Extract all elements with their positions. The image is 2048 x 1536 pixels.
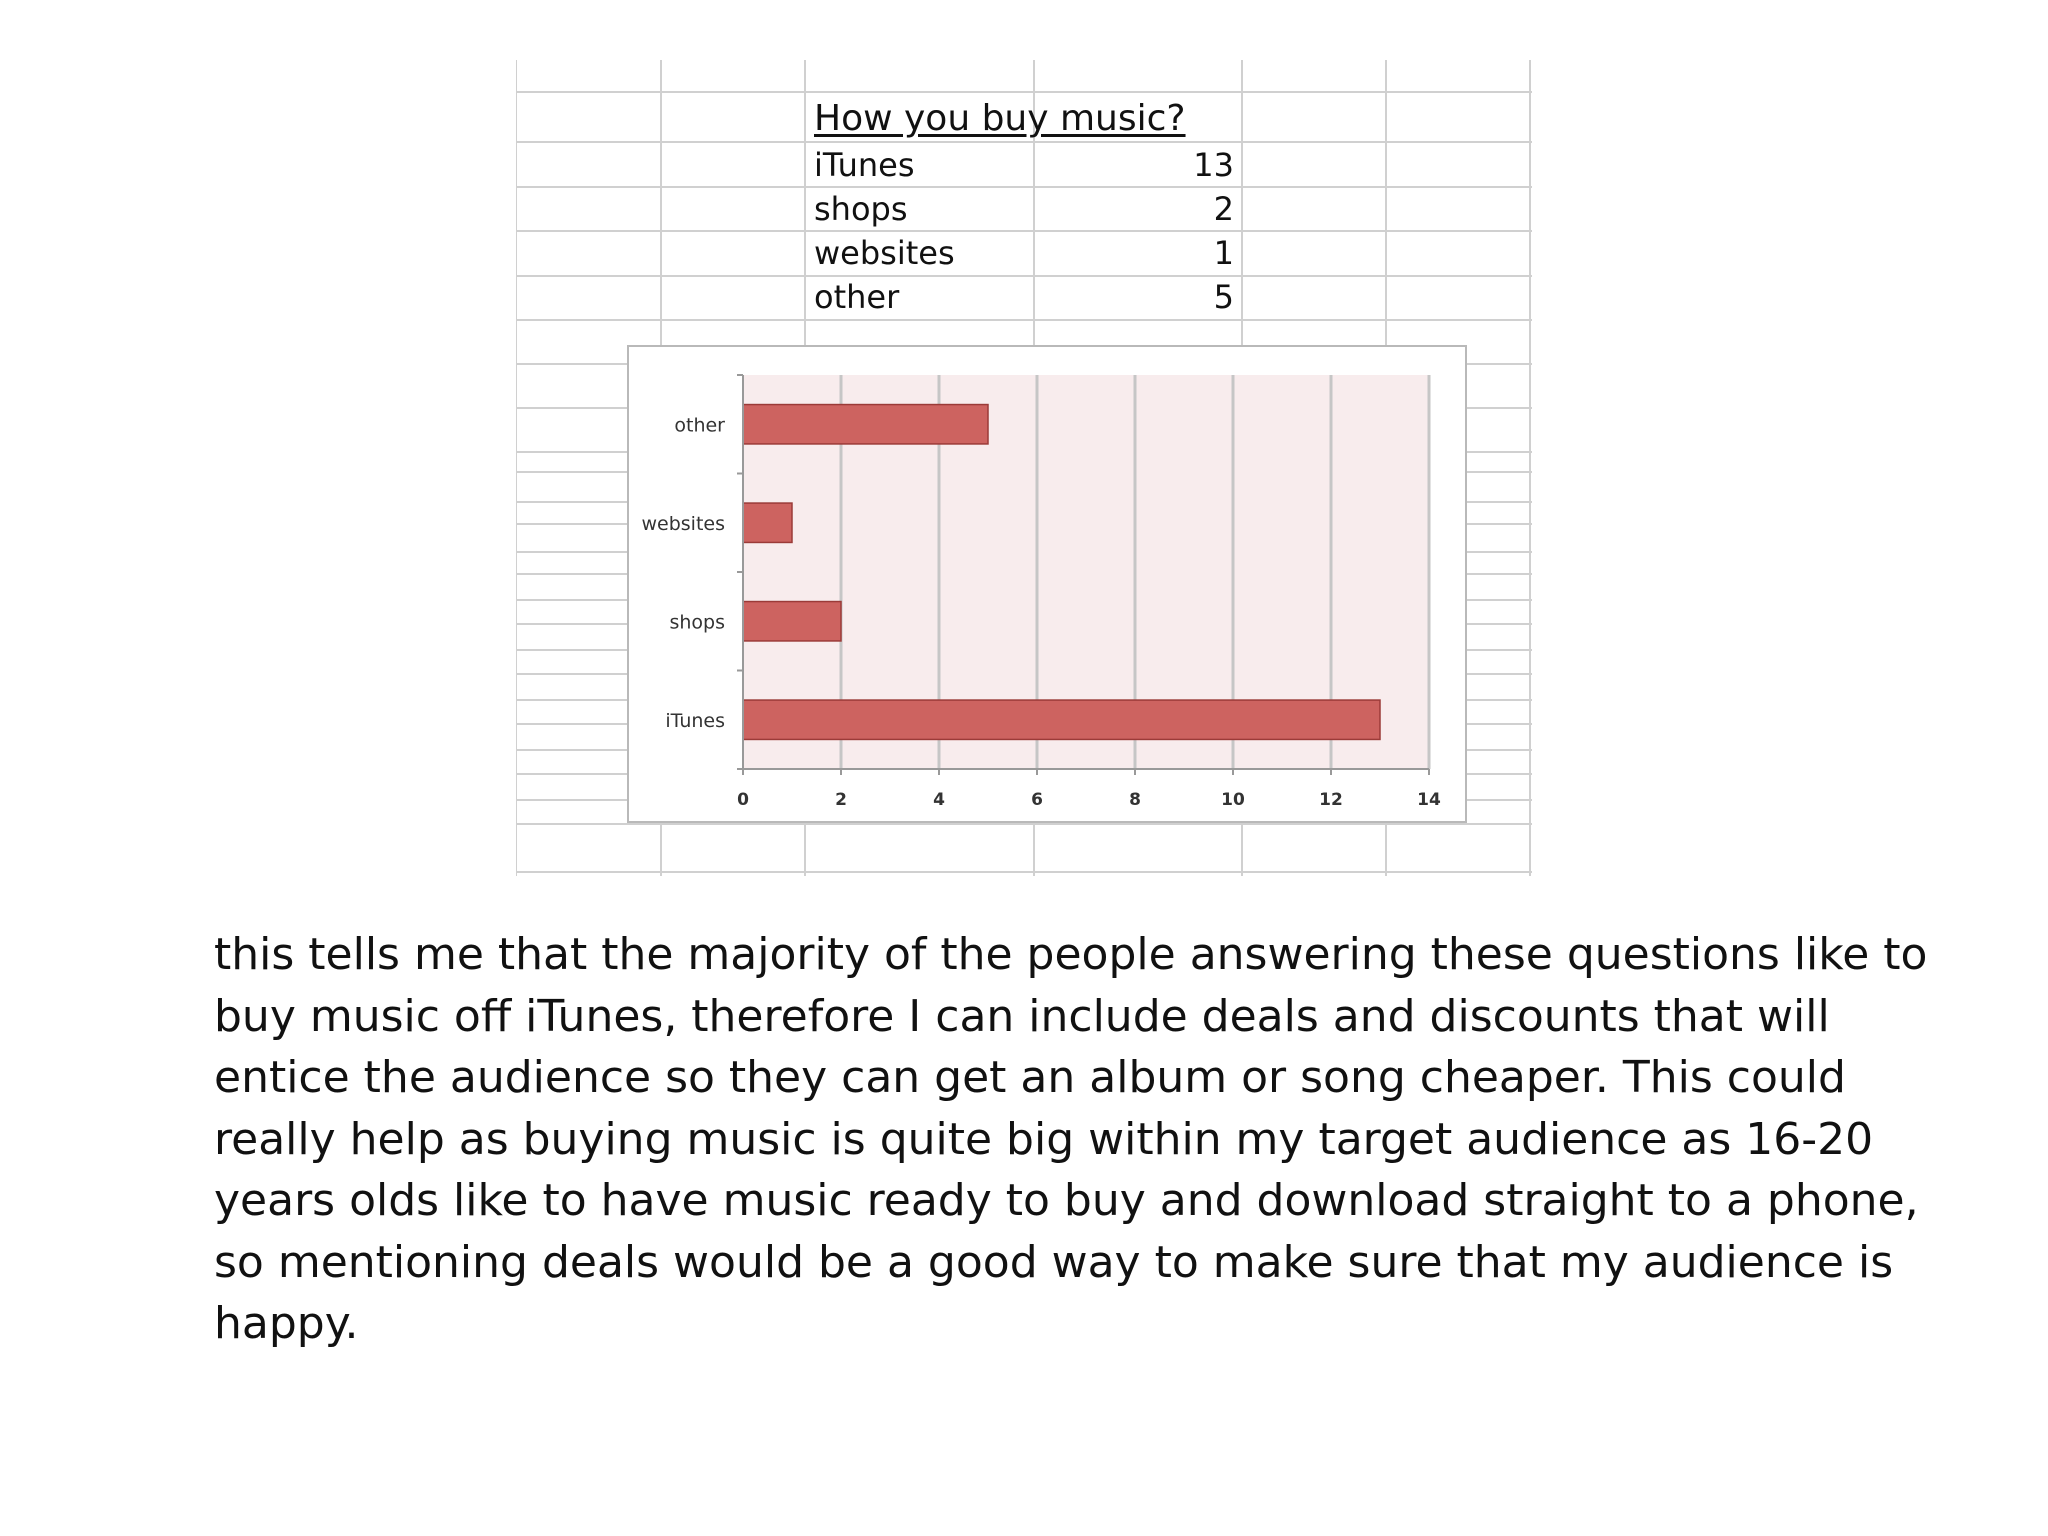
y-tick-label: shops	[669, 611, 725, 634]
table-row-value: 13	[1193, 146, 1234, 184]
caption-line: buy music off iTunes, therefore I can include deals and discounts that will	[214, 990, 1830, 1042]
y-tick-label: other	[674, 414, 725, 437]
table-row-value: 1	[1213, 234, 1234, 272]
x-tick-label: 0	[737, 790, 749, 810]
table-row	[814, 190, 1234, 234]
caption-text	[214, 924, 1928, 1355]
caption-line: so mentioning deals would be a good way to make sure that my audience is	[214, 1236, 1894, 1288]
x-tick-label: 8	[1129, 790, 1141, 810]
caption-line: entice the audience so they can get an album or song cheaper. This could	[214, 1052, 1846, 1103]
table-row-label: websites	[814, 234, 955, 272]
table-row-label: shops	[814, 190, 908, 228]
table-row	[814, 146, 1234, 190]
x-tick-label: 12	[1319, 790, 1343, 810]
bar-chart	[627, 345, 1467, 823]
caption-line: years olds like to have music ready to buy and download straight to a phone,	[214, 1175, 1919, 1226]
table-title: How you buy music?	[814, 98, 1186, 139]
table-row-value: 2	[1213, 190, 1234, 228]
table-row-label: other	[814, 278, 900, 316]
bar-shops	[743, 602, 841, 641]
caption-line: happy.	[214, 1298, 359, 1349]
table-row-value: 5	[1213, 278, 1234, 316]
table-row-label: iTunes	[814, 146, 915, 184]
table-row	[814, 278, 1234, 322]
bar-chart-svg	[629, 347, 1465, 821]
x-tick-label: 2	[835, 790, 847, 810]
y-tick-label: websites	[641, 512, 725, 535]
x-tick-label: 6	[1031, 790, 1043, 810]
x-tick-label: 14	[1417, 790, 1441, 810]
table-row	[814, 234, 1234, 278]
caption-line: really help as buying music is quite big within my target audience as 16-20	[214, 1113, 1874, 1165]
y-tick-label: iTunes	[665, 709, 725, 732]
x-tick-label: 10	[1221, 790, 1245, 810]
x-tick-label: 4	[933, 790, 945, 810]
bar-websites	[743, 503, 792, 542]
caption-line: this tells me that the majority of the people answering these questions like to	[214, 929, 1928, 980]
bar-other	[743, 405, 988, 444]
bar-itunes	[743, 700, 1380, 739]
